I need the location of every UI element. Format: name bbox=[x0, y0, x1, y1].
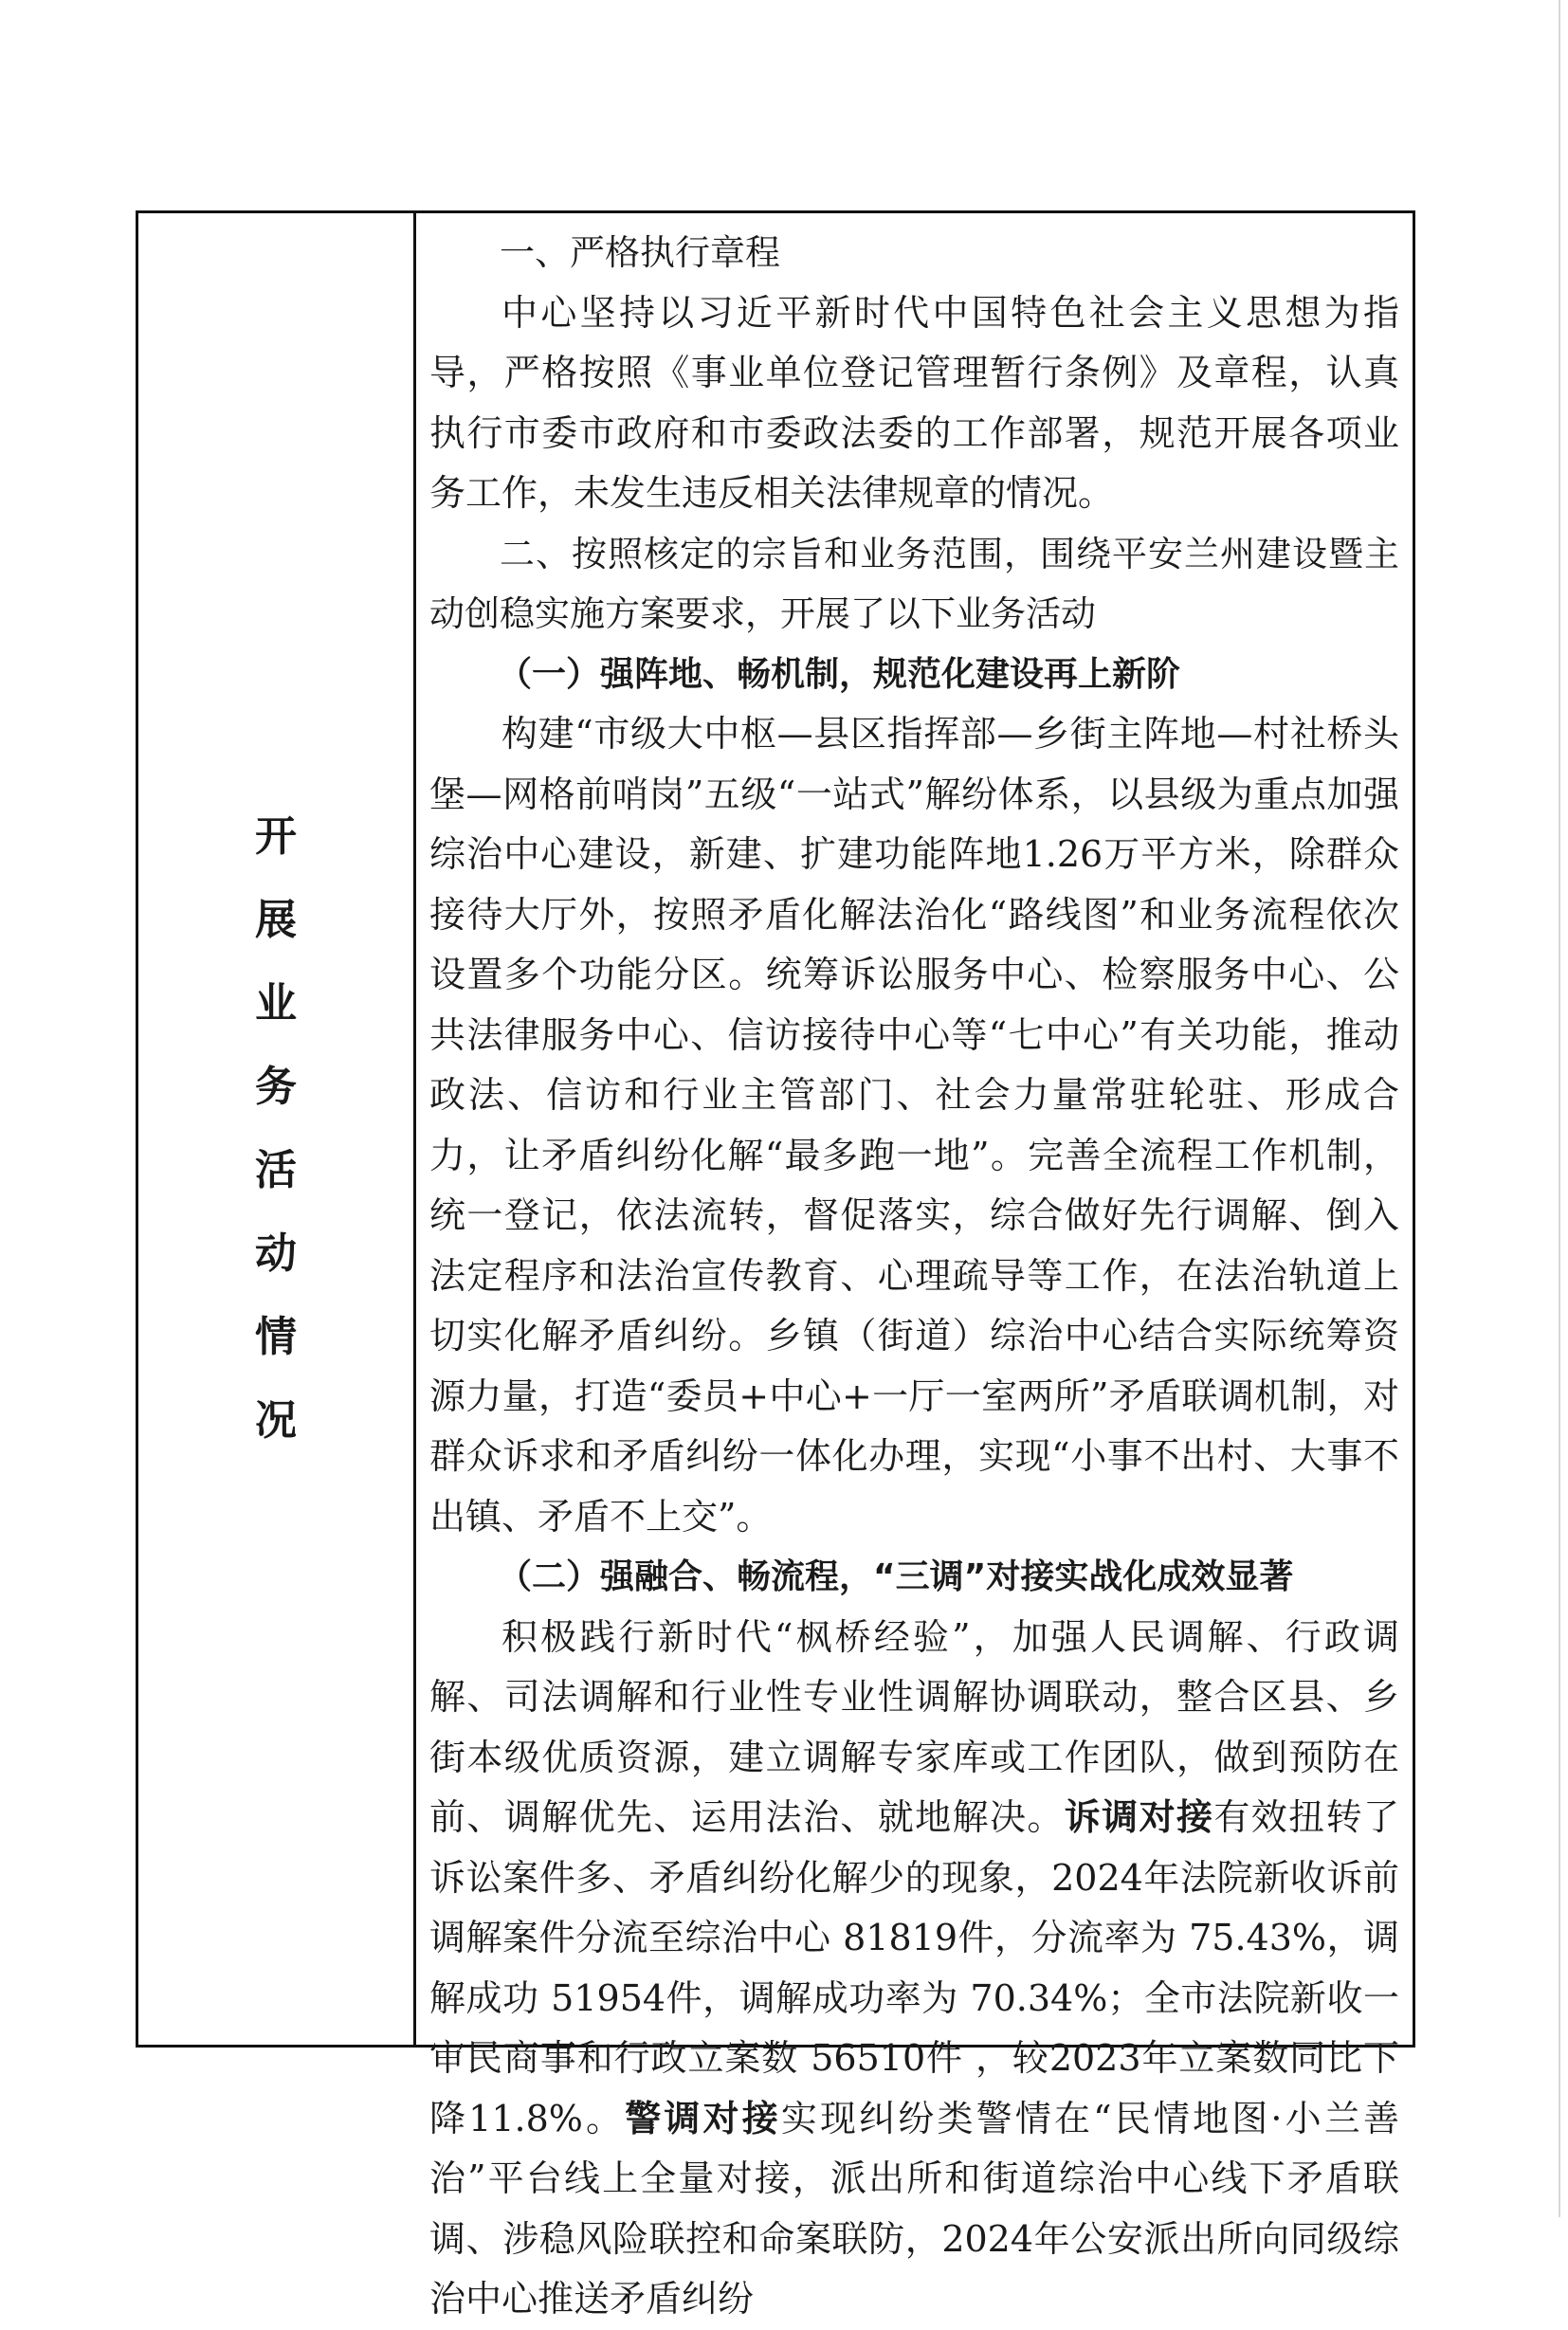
term-police-mediation: 警调对接 bbox=[625, 2097, 781, 2139]
row-label-char: 情 bbox=[255, 1313, 297, 1361]
row-label-char: 动 bbox=[255, 1229, 297, 1278]
row-label-char: 况 bbox=[255, 1396, 297, 1445]
section-heading-2: 二、按照核定的宗旨和业务范围，围绕平安兰州建设暨主动创稳实施方案要求，开展了以下业务活动 bbox=[429, 533, 1399, 634]
term-litigation-mediation: 诉调对接 bbox=[1064, 1796, 1214, 1838]
sub-heading-1: （一）强阵地、畅机制，规范化建设再上新阶 bbox=[498, 654, 1181, 694]
row-label-char: 务 bbox=[255, 1063, 297, 1111]
section-heading-1: 一、严格执行章程 bbox=[500, 232, 780, 273]
row-label-char: 活 bbox=[255, 1146, 297, 1194]
row-label-vertical bbox=[255, 795, 297, 1463]
sub-body-2-term2-text: 实现纠纷类警情在“民情地图·小兰善治”平台线上全量对接，派出所和街道综治中心线下矛盾联调、涉稳风险联控和命案联防，2024年公安派出所向同级综治中心推送矛盾纠纷 bbox=[429, 2097, 1399, 2320]
sub-body-2 bbox=[429, 1608, 1399, 2330]
sub-body-2-intro: 积极践行新时代“枫桥经验”，加强人民调解、行政调解、司法调解和行业性专业性调解协调联动，整合区县、乡街本级优质资源，建立调解专家库或工作团队，做到预防在前、调解优先、运用法治、就地解决。 bbox=[429, 1615, 1399, 1838]
sub-heading-2: （二）强融合、畅流程，“三调”对接实战化成效显著 bbox=[498, 1557, 1294, 1596]
row-label-char: 展 bbox=[255, 896, 297, 944]
content-cell bbox=[416, 213, 1413, 2320]
row-label-char: 开 bbox=[255, 812, 297, 861]
section-body-1: 中心坚持以习近平新时代中国特色社会主义思想为指导，严格按照《事业单位登记管理暂行条例》及章程，认真执行市委市政府和市委政法委的工作部署，规范开展各项业务工作，未发生违反相关法律规章的情况。 bbox=[429, 291, 1399, 514]
row-label-char: 业 bbox=[255, 979, 297, 1028]
page-edge-line bbox=[1559, 0, 1560, 2217]
row-label-cell bbox=[138, 213, 416, 2045]
report-table bbox=[136, 210, 1415, 2320]
sub-body-1: 构建“市级大中枢—县区指挥部—乡街主阵地—村社桥头堡—网格前哨岗”五级“一站式”解纷体系，以县级为重点加强综治中心建设，新建、扩建功能阵地1.26万平方米，除群众接待大厅外，按照矛盾化解法治化“路线图”和业务流程依次设置多个功能分区。统筹诉讼服务中心、检察服务中心、公共法律服务中心、信访接待中心等“七中心”有关功能，推动政法、信访和行业主管部门、社会力量常驻轮驻、形成合力，让矛盾纠纷化解“最多跑一地”。完善全流程工作机制，统一登记，依法流转，督促落实，综合做好先行调解、倒入法定程序和法治宣传教育、心理疏导等工作，在法治轨道上切实化解矛盾纠纷。乡镇（街道）综治中心结合实际统筹资源力量，打造“委员+中心+一厅一室两所”矛盾联调机制，对群众诉求和矛盾纠纷一体化办理，实现“小事不出村、大事不出镇、矛盾不上交”。 bbox=[429, 713, 1399, 1538]
sub-body-2-term1-text: 有效扭转了诉讼案件多、矛盾纠纷化解少的现象，2024年法院新收诉前调解案件分流至综治中心 81819件，分流率为 75.43%，调解成功 51954件，调解成功率为 70.34%；全市法院新收一审民商事和行政立案数 56510件 ，较2023年立案数同比下降11.8%。 bbox=[429, 1796, 1399, 2139]
